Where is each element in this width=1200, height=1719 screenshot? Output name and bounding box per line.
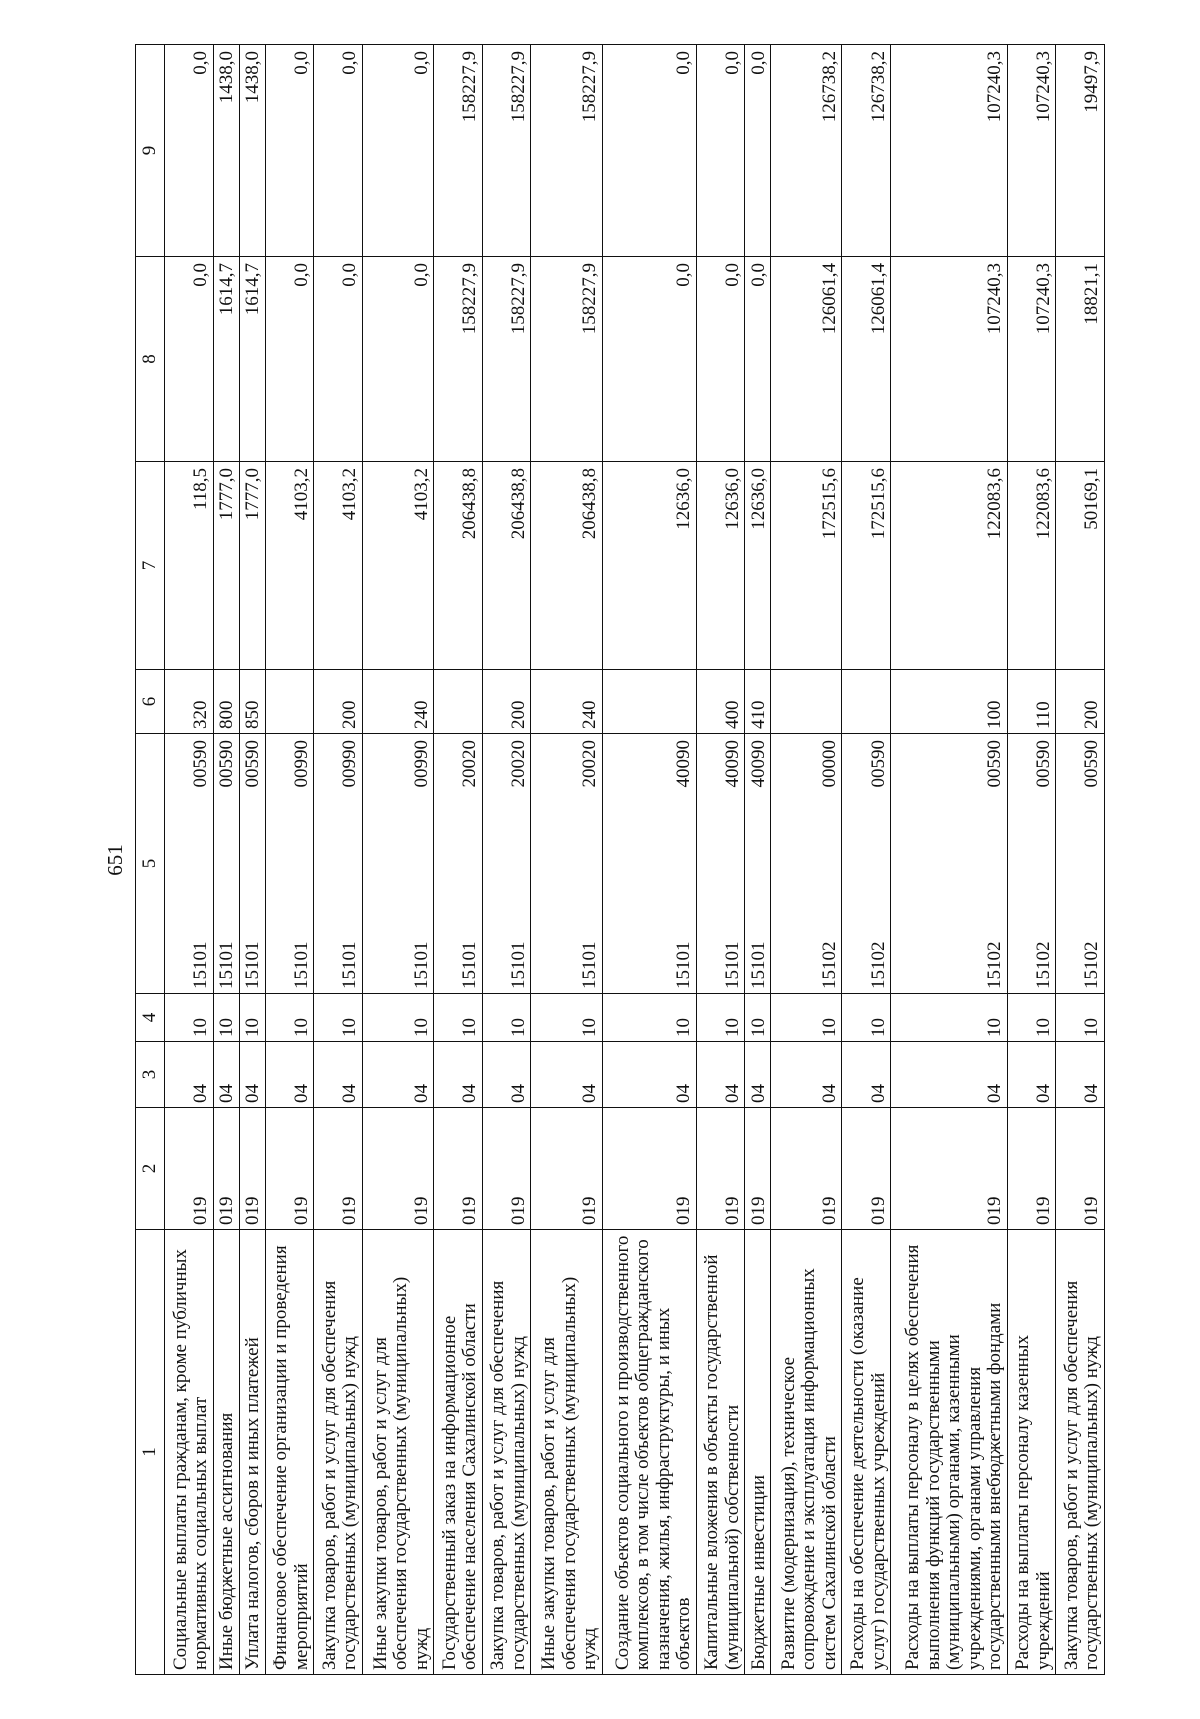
expense-name: Государственный заказ на информационное обеспечение населения Сахалинской области bbox=[434, 1230, 483, 1675]
section-code: 04 bbox=[891, 1042, 1008, 1108]
section-code: 04 bbox=[482, 1042, 531, 1108]
target-article-code bbox=[745, 734, 771, 994]
direction-code: 40090 bbox=[721, 740, 743, 788]
col-header-8: 8 bbox=[136, 257, 165, 462]
amount-col-8: 0,0 bbox=[362, 257, 433, 462]
amount-col-9: 0,0 bbox=[314, 45, 363, 257]
direction-code: 00590 bbox=[190, 740, 212, 788]
ministry-code: 019 bbox=[265, 1108, 314, 1230]
target-article-code bbox=[1007, 734, 1056, 994]
table-row bbox=[265, 45, 314, 1675]
amount-col-9: 1438,0 bbox=[213, 45, 239, 257]
section-code: 04 bbox=[842, 1042, 891, 1108]
amount-col-7: 206438,8 bbox=[434, 462, 483, 670]
program-code: 15102 bbox=[1081, 941, 1103, 989]
expense-name: Бюджетные инвестиции bbox=[745, 1230, 771, 1675]
program-code: 15101 bbox=[290, 941, 312, 989]
table-row bbox=[1056, 45, 1105, 1675]
table-row bbox=[165, 45, 214, 1675]
col-header-9: 9 bbox=[136, 45, 165, 257]
target-article-code bbox=[531, 734, 602, 994]
amount-col-8: 1614,7 bbox=[213, 257, 239, 462]
section-code: 04 bbox=[1007, 1042, 1056, 1108]
amount-col-8: 107240,3 bbox=[1007, 257, 1056, 462]
table-row bbox=[362, 45, 433, 1675]
expense-type-code: 400 bbox=[696, 670, 745, 734]
target-article-code bbox=[602, 734, 696, 994]
amount-col-8: 0,0 bbox=[314, 257, 363, 462]
section-code: 04 bbox=[531, 1042, 602, 1108]
amount-col-9: 0,0 bbox=[745, 45, 771, 257]
amount-col-9: 0,0 bbox=[165, 45, 214, 257]
expense-name: Уплата налогов, сборов и иных платежей bbox=[239, 1230, 265, 1675]
ministry-code: 019 bbox=[771, 1108, 842, 1230]
program-code: 15101 bbox=[459, 941, 481, 989]
table-row bbox=[842, 45, 891, 1675]
amount-col-9: 0,0 bbox=[696, 45, 745, 257]
target-article-code bbox=[239, 734, 265, 994]
section-code: 04 bbox=[602, 1042, 696, 1108]
expense-type-code: 800 bbox=[213, 670, 239, 734]
direction-code: 40090 bbox=[747, 740, 769, 788]
expense-name: Закупка товаров, работ и услуг для обеспечения государственных (муниципальных) нужд bbox=[482, 1230, 531, 1675]
subsection-code: 10 bbox=[265, 994, 314, 1042]
expense-name: Иные бюджетные ассигнования bbox=[213, 1230, 239, 1675]
program-code: 15102 bbox=[867, 941, 889, 989]
section-code: 04 bbox=[213, 1042, 239, 1108]
subsection-code: 10 bbox=[891, 994, 1008, 1042]
amount-col-9: 158227,9 bbox=[482, 45, 531, 257]
target-article-code bbox=[213, 734, 239, 994]
expense-name: Иные закупки товаров, работ и услуг для обеспечения государственных (муниципальных) нужд bbox=[531, 1230, 602, 1675]
ministry-code: 019 bbox=[1007, 1108, 1056, 1230]
table-row bbox=[696, 45, 745, 1675]
section-code: 04 bbox=[362, 1042, 433, 1108]
amount-col-8: 0,0 bbox=[602, 257, 696, 462]
page-number: 651 bbox=[103, 844, 127, 876]
rotated-budget-page bbox=[95, 45, 1105, 1675]
program-code: 15101 bbox=[721, 941, 743, 989]
table-row bbox=[482, 45, 531, 1675]
expense-type-code bbox=[842, 670, 891, 734]
amount-col-7: 50169,1 bbox=[1056, 462, 1105, 670]
table-row bbox=[1007, 45, 1056, 1675]
expense-name: Закупка товаров, работ и услуг для обеспечения государственных (муниципальных) нужд bbox=[1056, 1230, 1105, 1675]
expense-type-code bbox=[771, 670, 842, 734]
direction-code: 40090 bbox=[673, 740, 695, 788]
amount-col-7: 172515,6 bbox=[771, 462, 842, 670]
amount-col-8: 0,0 bbox=[745, 257, 771, 462]
direction-code: 00590 bbox=[1081, 740, 1103, 788]
subsection-code: 10 bbox=[434, 994, 483, 1042]
table-row bbox=[602, 45, 696, 1675]
col-header-7: 7 bbox=[136, 462, 165, 670]
direction-code: 00990 bbox=[290, 740, 312, 788]
section-code: 04 bbox=[696, 1042, 745, 1108]
program-code: 15101 bbox=[410, 941, 432, 989]
expense-type-code: 200 bbox=[314, 670, 363, 734]
direction-code: 00990 bbox=[339, 740, 361, 788]
expense-name: Закупка товаров, работ и услуг для обеспечения государственных (муниципальных) нужд bbox=[314, 1230, 363, 1675]
amount-col-9: 0,0 bbox=[602, 45, 696, 257]
amount-col-7: 1777,0 bbox=[239, 462, 265, 670]
budget-table bbox=[135, 44, 1105, 1675]
expense-name: Капитальные вложения в объекты государственной (муниципальной) собственности bbox=[696, 1230, 745, 1675]
section-code: 04 bbox=[771, 1042, 842, 1108]
ministry-code: 019 bbox=[696, 1108, 745, 1230]
direction-code: 00590 bbox=[1032, 740, 1054, 788]
amount-col-9: 107240,3 bbox=[1007, 45, 1056, 257]
amount-col-9: 126738,2 bbox=[842, 45, 891, 257]
amount-col-8: 158227,9 bbox=[531, 257, 602, 462]
program-code: 15101 bbox=[190, 941, 212, 989]
amount-col-9: 126738,2 bbox=[771, 45, 842, 257]
target-article-code bbox=[1056, 734, 1105, 994]
target-article-code bbox=[891, 734, 1008, 994]
table-row bbox=[771, 45, 842, 1675]
amount-col-9: 158227,9 bbox=[531, 45, 602, 257]
expense-name: Развитие (модернизация), техническое сопровождение и эксплуатация информационных систем Сахалинской области bbox=[771, 1230, 842, 1675]
ministry-code: 019 bbox=[482, 1108, 531, 1230]
expense-type-code: 200 bbox=[1056, 670, 1105, 734]
ministry-code: 019 bbox=[314, 1108, 363, 1230]
direction-code: 00590 bbox=[867, 740, 889, 788]
expense-name: Расходы на выплаты персоналу казенных учреждений bbox=[1007, 1230, 1056, 1675]
amount-col-8: 158227,9 bbox=[482, 257, 531, 462]
amount-col-7: 4103,2 bbox=[265, 462, 314, 670]
program-code: 15102 bbox=[818, 941, 840, 989]
amount-col-9: 107240,3 bbox=[891, 45, 1008, 257]
direction-code: 00000 bbox=[818, 740, 840, 788]
target-article-code bbox=[362, 734, 433, 994]
subsection-code: 10 bbox=[362, 994, 433, 1042]
table-row bbox=[891, 45, 1008, 1675]
expense-name: Расходы на выплаты персоналу в целях обеспечения выполнения функций государственными (муниципальными) органами, казенными учреждениями, органами управления государственными внебюджетными фондами bbox=[891, 1230, 1008, 1675]
amount-col-7: 12636,0 bbox=[696, 462, 745, 670]
target-article-code bbox=[165, 734, 214, 994]
program-code: 15101 bbox=[673, 941, 695, 989]
table-row bbox=[213, 45, 239, 1675]
amount-col-8: 0,0 bbox=[265, 257, 314, 462]
ministry-code: 019 bbox=[362, 1108, 433, 1230]
direction-code: 20020 bbox=[579, 740, 601, 788]
program-code: 15101 bbox=[242, 941, 264, 989]
expense-name: Финансовое обеспечение организации и проведения мероприятий bbox=[265, 1230, 314, 1675]
ministry-code: 019 bbox=[434, 1108, 483, 1230]
section-code: 04 bbox=[165, 1042, 214, 1108]
subsection-code: 10 bbox=[842, 994, 891, 1042]
program-code: 15101 bbox=[339, 941, 361, 989]
section-code: 04 bbox=[745, 1042, 771, 1108]
program-code: 15102 bbox=[984, 941, 1006, 989]
section-code: 04 bbox=[1056, 1042, 1105, 1108]
amount-col-9: 19497,9 bbox=[1056, 45, 1105, 257]
subsection-code: 10 bbox=[165, 994, 214, 1042]
expense-name: Расходы на обеспечение деятельности (оказание услуг) государственных учреждений bbox=[842, 1230, 891, 1675]
target-article-code bbox=[696, 734, 745, 994]
amount-col-7: 4103,2 bbox=[362, 462, 433, 670]
amount-col-8: 126061,4 bbox=[771, 257, 842, 462]
amount-col-8: 107240,3 bbox=[891, 257, 1008, 462]
amount-col-8: 18821,1 bbox=[1056, 257, 1105, 462]
amount-col-9: 0,0 bbox=[265, 45, 314, 257]
ministry-code: 019 bbox=[745, 1108, 771, 1230]
program-code: 15101 bbox=[216, 941, 238, 989]
expense-name: Иные закупки товаров, работ и услуг для обеспечения государственных (муниципальных) нужд bbox=[362, 1230, 433, 1675]
subsection-code: 10 bbox=[531, 994, 602, 1042]
amount-col-7: 172515,6 bbox=[842, 462, 891, 670]
ministry-code: 019 bbox=[165, 1108, 214, 1230]
amount-col-7: 122083,6 bbox=[891, 462, 1008, 670]
amount-col-8: 126061,4 bbox=[842, 257, 891, 462]
target-article-code bbox=[842, 734, 891, 994]
section-code: 04 bbox=[265, 1042, 314, 1108]
col-header-4: 4 bbox=[136, 994, 165, 1042]
expense-type-code: 240 bbox=[362, 670, 433, 734]
amount-col-7: 12636,0 bbox=[602, 462, 696, 670]
section-code: 04 bbox=[314, 1042, 363, 1108]
amount-col-7: 206438,8 bbox=[531, 462, 602, 670]
program-code: 15102 bbox=[1032, 941, 1054, 989]
table-row bbox=[531, 45, 602, 1675]
amount-col-7: 12636,0 bbox=[745, 462, 771, 670]
ministry-code: 019 bbox=[239, 1108, 265, 1230]
direction-code: 20020 bbox=[459, 740, 481, 788]
col-header-1: 1 bbox=[136, 1230, 165, 1675]
ministry-code: 019 bbox=[602, 1108, 696, 1230]
amount-col-7: 122083,6 bbox=[1007, 462, 1056, 670]
ministry-code: 019 bbox=[891, 1108, 1008, 1230]
section-code: 04 bbox=[434, 1042, 483, 1108]
amount-col-7: 206438,8 bbox=[482, 462, 531, 670]
col-header-6: 6 bbox=[136, 670, 165, 734]
col-header-3: 3 bbox=[136, 1042, 165, 1108]
expense-name: Социальные выплаты гражданам, кроме публичных нормативных социальных выплат bbox=[165, 1230, 214, 1675]
expense-type-code: 100 bbox=[891, 670, 1008, 734]
col-header-5: 5 bbox=[136, 734, 165, 994]
direction-code: 00590 bbox=[216, 740, 238, 788]
expense-type-code: 320 bbox=[165, 670, 214, 734]
target-article-code bbox=[265, 734, 314, 994]
amount-col-7: 1777,0 bbox=[213, 462, 239, 670]
subsection-code: 10 bbox=[239, 994, 265, 1042]
table-row bbox=[314, 45, 363, 1675]
expense-type-code: 410 bbox=[745, 670, 771, 734]
ministry-code: 019 bbox=[213, 1108, 239, 1230]
target-article-code bbox=[314, 734, 363, 994]
expense-type-code bbox=[434, 670, 483, 734]
direction-code: 00990 bbox=[410, 740, 432, 788]
amount-col-9: 0,0 bbox=[362, 45, 433, 257]
direction-code: 20020 bbox=[507, 740, 529, 788]
subsection-code: 10 bbox=[482, 994, 531, 1042]
col-header-2: 2 bbox=[136, 1108, 165, 1230]
expense-type-code bbox=[265, 670, 314, 734]
direction-code: 00590 bbox=[242, 740, 264, 788]
subsection-code: 10 bbox=[602, 994, 696, 1042]
expense-type-code: 200 bbox=[482, 670, 531, 734]
subsection-code: 10 bbox=[696, 994, 745, 1042]
ministry-code: 019 bbox=[531, 1108, 602, 1230]
expense-type-code bbox=[602, 670, 696, 734]
amount-col-7: 4103,2 bbox=[314, 462, 363, 670]
ministry-code: 019 bbox=[842, 1108, 891, 1230]
amount-col-8: 1614,7 bbox=[239, 257, 265, 462]
target-article-code bbox=[434, 734, 483, 994]
table-row bbox=[745, 45, 771, 1675]
expense-type-code: 110 bbox=[1007, 670, 1056, 734]
subsection-code: 10 bbox=[1056, 994, 1105, 1042]
expense-type-code: 240 bbox=[531, 670, 602, 734]
table-row bbox=[239, 45, 265, 1675]
expense-type-code: 850 bbox=[239, 670, 265, 734]
subsection-code: 10 bbox=[745, 994, 771, 1042]
target-article-code bbox=[771, 734, 842, 994]
program-code: 15101 bbox=[507, 941, 529, 989]
program-code: 15101 bbox=[579, 941, 601, 989]
section-code: 04 bbox=[239, 1042, 265, 1108]
amount-col-8: 0,0 bbox=[696, 257, 745, 462]
header-row bbox=[136, 45, 165, 1675]
ministry-code: 019 bbox=[1056, 1108, 1105, 1230]
amount-col-9: 1438,0 bbox=[239, 45, 265, 257]
program-code: 15101 bbox=[747, 941, 769, 989]
amount-col-8: 158227,9 bbox=[434, 257, 483, 462]
subsection-code: 10 bbox=[771, 994, 842, 1042]
target-article-code bbox=[482, 734, 531, 994]
amount-col-7: 118,5 bbox=[165, 462, 214, 670]
subsection-code: 10 bbox=[213, 994, 239, 1042]
subsection-code: 10 bbox=[314, 994, 363, 1042]
expense-name: Создание объектов социального и производственного комплексов, в том числе объектов общегражданского назначения, жилья, инфраструктуры, и иных объектов bbox=[602, 1230, 696, 1675]
amount-col-8: 0,0 bbox=[165, 257, 214, 462]
table-row bbox=[434, 45, 483, 1675]
amount-col-9: 158227,9 bbox=[434, 45, 483, 257]
direction-code: 00590 bbox=[984, 740, 1006, 788]
subsection-code: 10 bbox=[1007, 994, 1056, 1042]
